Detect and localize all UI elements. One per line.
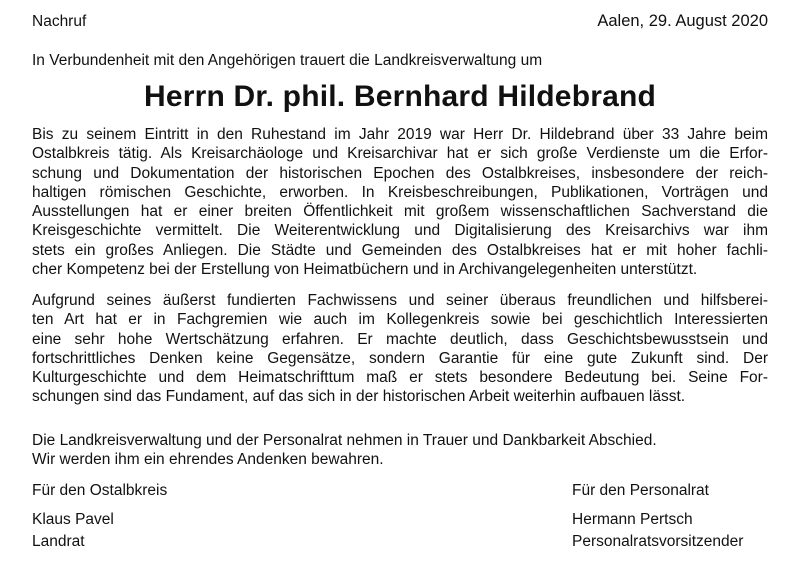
paragraph-line: schung und Dokumentation der historischen Epochen des Ostalbkreises, insbesondere der reich- [32,164,768,182]
signature-right-for: Für den Personalrat [572,482,709,499]
paragraph-line: fortschrittliches Denken keine Gegensätze, sondern Garantie für eine gute Zukunft sind. Der [32,349,768,367]
paragraph-line: Kreisgeschichte vermittelt. Die Weiterentwicklung und Digitalisierung des Kreisarchivs war ihm [32,222,768,240]
signature-right-role: Personalratsvorsitzender [572,533,744,550]
paragraph-farewell [32,431,768,470]
paragraph-line: Kulturgeschichte und dem Heimatschrifttum maß er stets besondere Bedeutung bei. Seine For- [32,369,768,387]
paragraph-line: cher Kompetenz bei der Erstellung von Heimatbüchern und in Archivangelegenheiten unterstützt. [32,261,698,279]
paragraph-line: schungen sind das Fundament, auf das sich in der historischen Arbeit weiterhin aufbauen lässt. [32,388,686,406]
paragraph-line: ten Art hat er in Fachgremien wie auch im Kollegenkreis sowie bei geschichtlich Interessierten [32,311,768,329]
signature-right-name: Hermann Pertsch [572,511,693,528]
paragraph-career [32,125,768,279]
signature-left-name: Klaus Pavel [32,511,114,528]
deceased-name-title: Herrn Dr. phil. Bernhard Hildebrand [143,80,657,113]
signature-left-for: Für den Ostalbkreis [32,482,168,499]
notice-type-label: Nachruf [32,13,87,30]
paragraph-line: Aufgrund seines äußerst fundierten Fachwissens und seiner überaus freundlichen und hilfsberei- [32,292,768,309]
signature-left-role: Landrat [32,533,85,550]
paragraph-line: Die Landkreisverwaltung und der Personalrat nehmen in Trauer und Dankbarkeit Abschied. [32,432,657,449]
paragraph-line: stets ein großes Anliegen. Die Städte und Gemeinden des Ostalbkreises hat er mit hoher fachli- [32,241,768,259]
paragraph-line: Ostalbkreis tätig. Als Kreisarchäologe und Kreisarchivar hat er sich große Verdienste um die Erfor- [32,145,768,163]
paragraph-appreciation [32,291,768,407]
paragraph-line: haltigen römischen Geschichte, erworben. In Kreisbeschreibungen, Publikationen, Vorträgen und [32,183,768,201]
intro-text: In Verbundenheit mit den Angehörigen trauert die Landkreisverwaltung um [32,52,543,69]
notice-date: Aalen, 29. August 2020 [597,12,768,30]
paragraph-line: Ausstellungen hat er einer breiten Öffentlichkeit mit großem wissenschaftlichen Sachverstand die [32,203,768,221]
paragraph-line: Wir werden ihm ein ehrendes Andenken bewahren. [32,451,384,469]
paragraph-line: Bis zu seinem Eintritt in den Ruhestand im Jahr 2019 war Herr Dr. Hildebrand über 33 Jahre beim [32,126,768,143]
paragraph-line: eine sehr hohe Wertschätzung erfahren. Er machte deutlich, dass Geschichtsbewusstsein und [32,330,768,348]
